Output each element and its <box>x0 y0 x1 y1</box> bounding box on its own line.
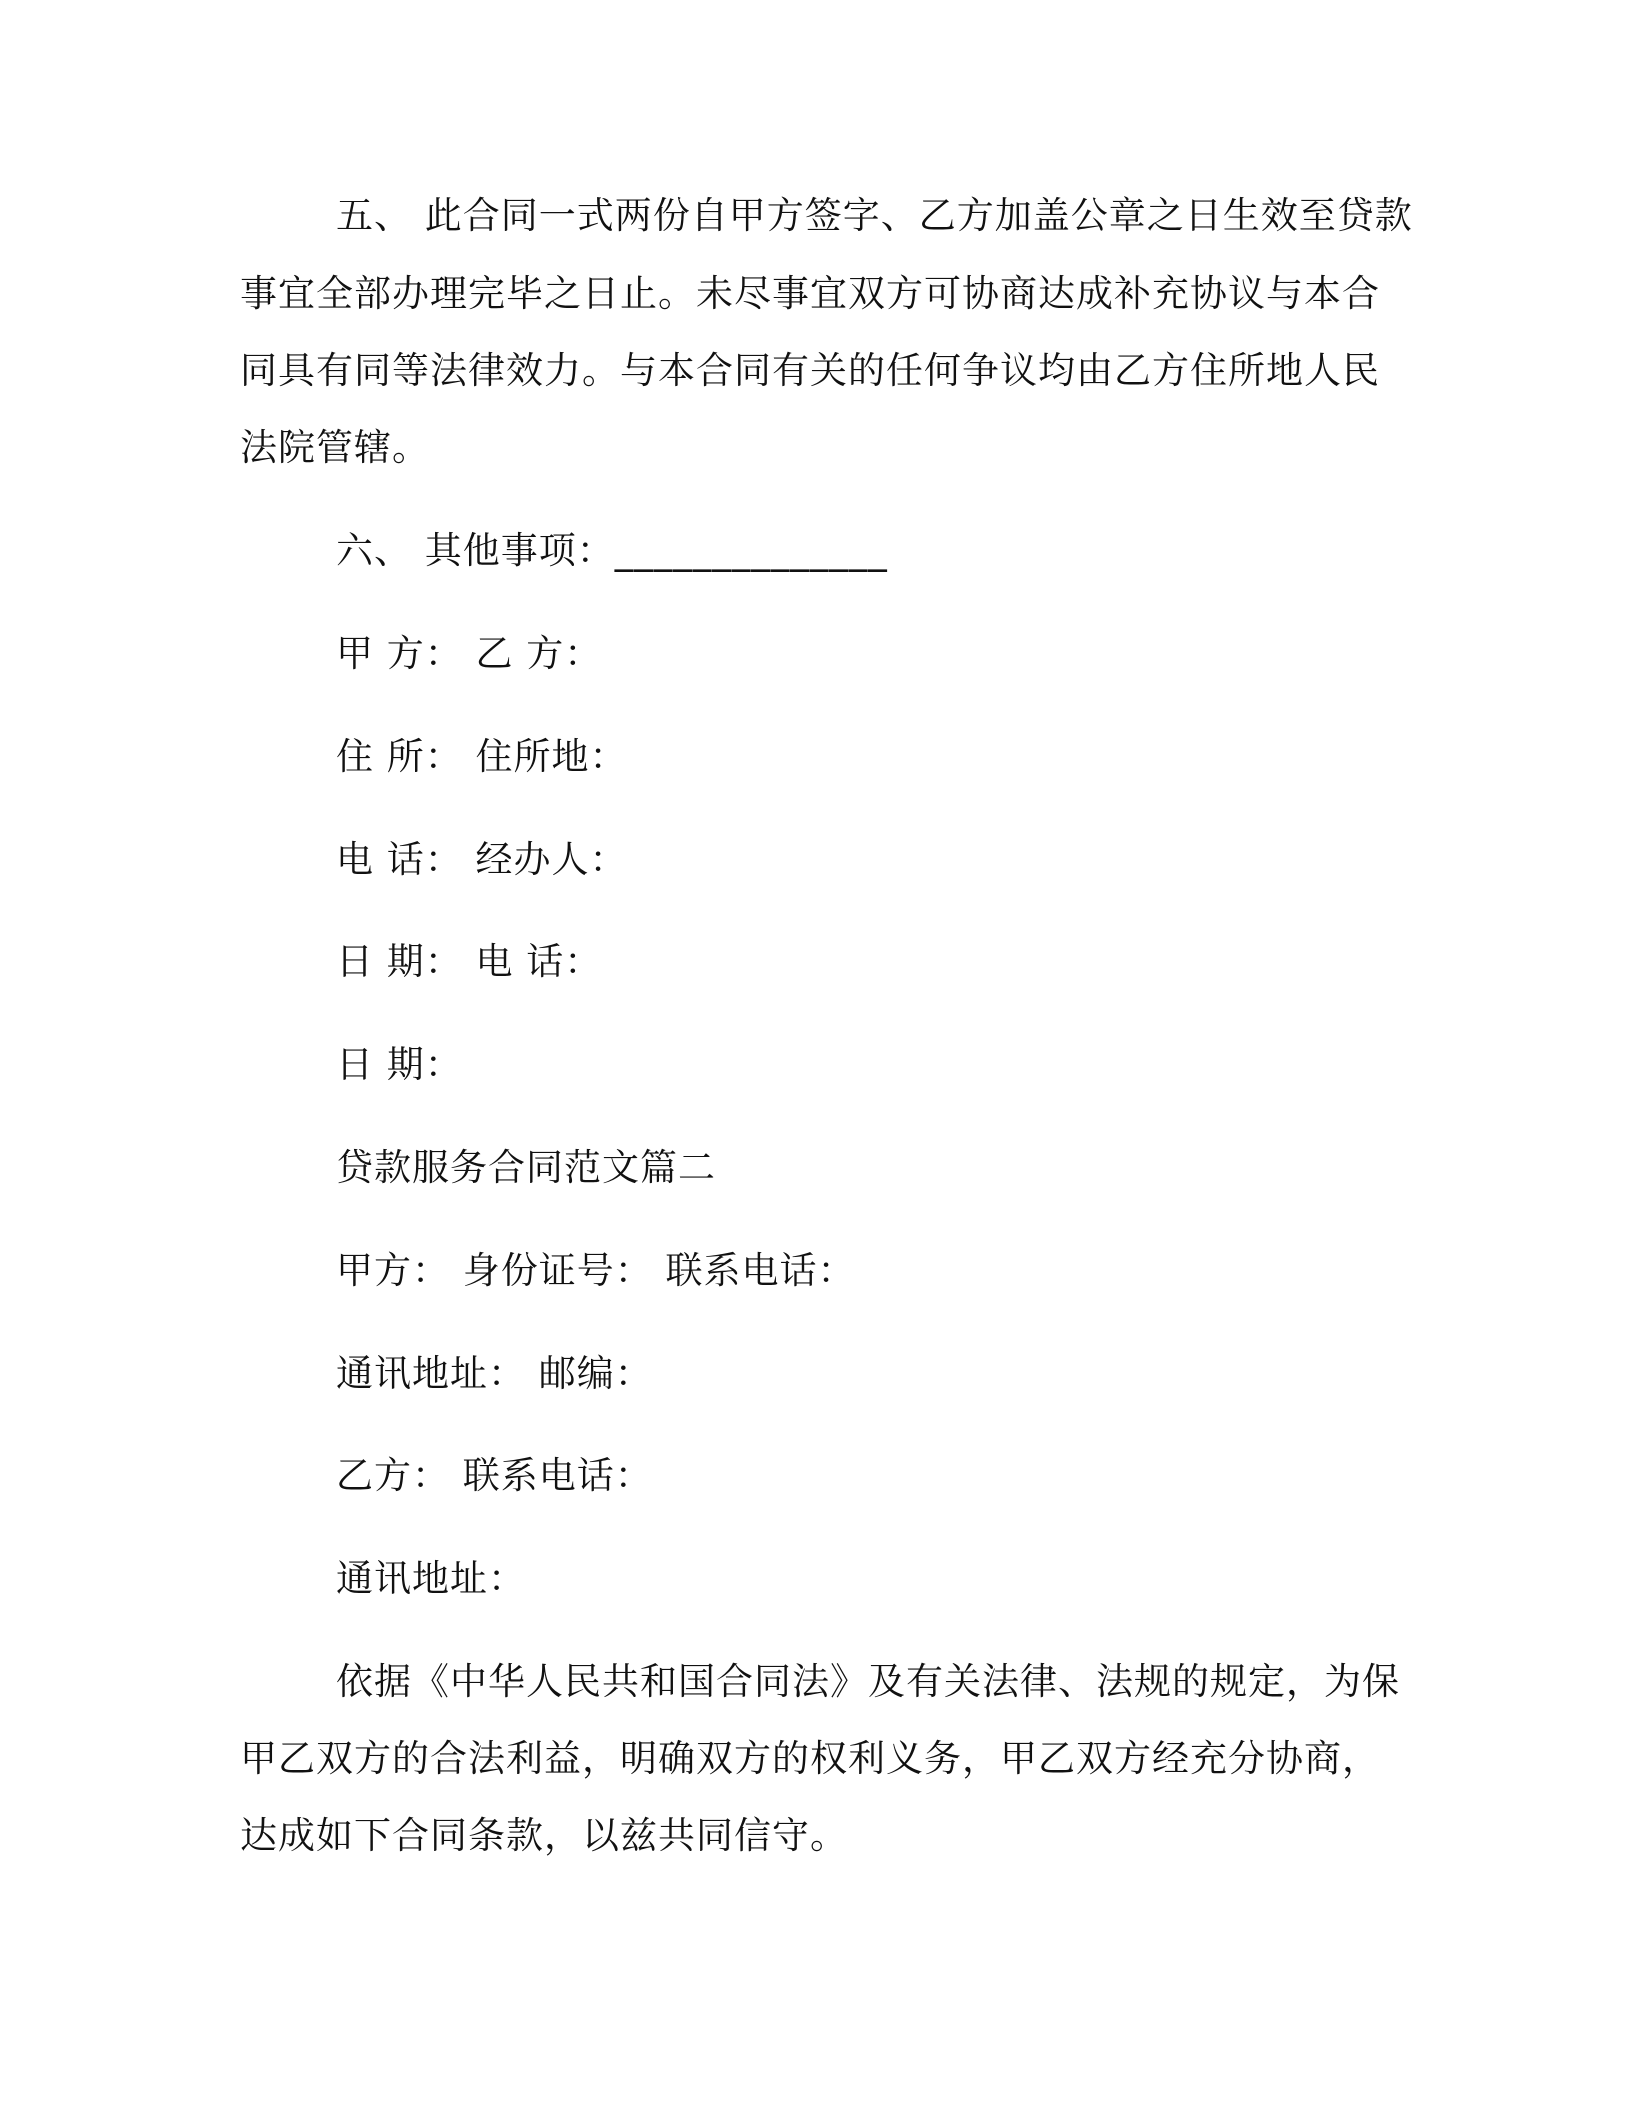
signature-address-line: 住 所： 住所地： <box>336 735 628 778</box>
paragraph-5-line-3: 同具有同等法律效力。与本合同有关的任何争议均由乙方住所地人民 <box>240 349 1380 392</box>
preamble-line-2: 甲乙双方的合法利益，明确双方的权利义务，甲乙双方经充分协商， <box>240 1737 1380 1780</box>
preamble-line-1: 依据《中华人民共和国合同法》及有关法律、法规的规定，为保 <box>336 1660 1400 1703</box>
party-a-address-line: 通讯地址： 邮编： <box>336 1352 653 1395</box>
item-6-other-matters: 六、 其他事项：______________ <box>336 529 888 572</box>
paragraph-5-line-1: 五、 此合同一式两份自甲方签字、乙方加盖公章之日生效至贷款 <box>336 194 1413 237</box>
preamble-line-3: 达成如下合同条款，以兹共同信守。 <box>240 1814 848 1857</box>
party-b-info-line: 乙方： 联系电话： <box>336 1454 653 1497</box>
party-a-info-line: 甲方： 身份证号： 联系电话： <box>336 1249 856 1292</box>
signature-date-phone-line: 日 期： 电 话： <box>336 940 603 983</box>
signature-date-line: 日 期： <box>336 1043 463 1086</box>
paragraph-5-line-4: 法院管辖。 <box>240 426 430 469</box>
section-title: 贷款服务合同范文篇二 <box>336 1146 716 1189</box>
signature-party-line: 甲 方： 乙 方： <box>336 632 603 675</box>
signature-phone-line: 电 话： 经办人： <box>336 838 628 881</box>
paragraph-5-line-2: 事宜全部办理完毕之日止。未尽事宜双方可协商达成补充协议与本合 <box>240 272 1380 315</box>
party-b-address-line: 通讯地址： <box>336 1557 526 1600</box>
